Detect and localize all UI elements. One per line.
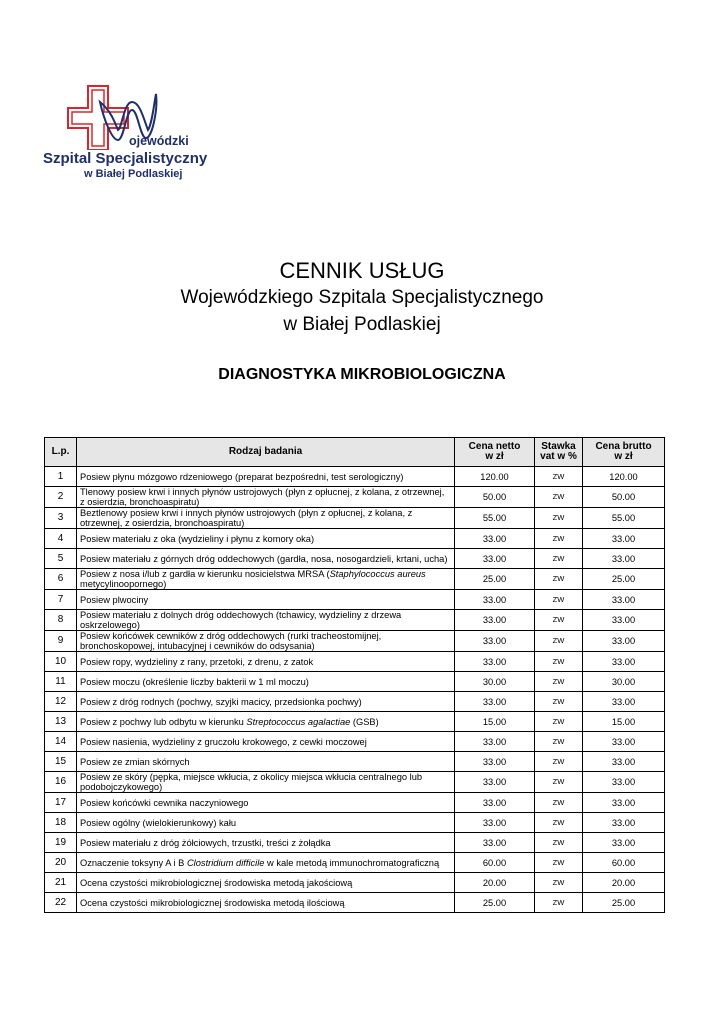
row-gross-price: 25.00 (583, 569, 665, 590)
row-gross-price: 33.00 (583, 590, 665, 610)
table-row (45, 467, 665, 487)
row-name: Beztlenowy posiew krwi i innych płynów ustrojowych (płyn z opłucnej, z kolana, z otrzewnej, z osierdzia, bronchoaspiratu) (77, 508, 455, 529)
row-name: Posiew ze skóry (pępka, miejsce wkłucia, z okolicy miejsca wkłucia centralnego lub podobojczykowego) (77, 772, 455, 793)
row-vat-rate: ZW (535, 529, 583, 549)
table-row (45, 853, 665, 873)
row-lp: 1 (45, 467, 77, 487)
row-net-price: 33.00 (455, 549, 535, 569)
row-gross-price: 33.00 (583, 652, 665, 672)
row-name (77, 569, 455, 590)
row-net-price: 25.00 (455, 893, 535, 913)
row-gross-price: 30.00 (583, 672, 665, 692)
row-vat-rate: ZW (535, 631, 583, 652)
row-vat-rate: ZW (535, 813, 583, 833)
row-name: Posiew ropy, wydzieliny z rany, przetoki, z drenu, z zatok (77, 652, 455, 672)
row-gross-price: 55.00 (583, 508, 665, 529)
row-gross-price: 120.00 (583, 467, 665, 487)
row-gross-price: 33.00 (583, 631, 665, 652)
row-gross-price: 50.00 (583, 487, 665, 508)
header-name: Rodzaj badania (77, 438, 455, 467)
row-lp: 19 (45, 833, 77, 853)
row-net-price: 33.00 (455, 793, 535, 813)
row-lp: 4 (45, 529, 77, 549)
row-lp: 10 (45, 652, 77, 672)
row-lp: 16 (45, 772, 77, 793)
row-gross-price: 20.00 (583, 873, 665, 893)
page-subtitle-2: w Białej Podlaskiej (283, 314, 441, 335)
row-lp: 21 (45, 873, 77, 893)
row-lp: 6 (45, 569, 77, 590)
row-lp: 8 (45, 610, 77, 631)
header-gross-line1: Cena brutto (595, 441, 652, 452)
table-body (45, 467, 665, 913)
table-row (45, 712, 665, 732)
row-name: Ocena czystości mikrobiologicznej środowiska metodą ilościową (77, 893, 455, 913)
row-name-text: Posiew z pochwy lub odbytu w kierunku (80, 716, 247, 727)
section-title: DIAGNOSTYKA MIKROBIOLOGICZNA (218, 366, 506, 383)
row-vat-rate: ZW (535, 853, 583, 873)
table-header-row (45, 438, 665, 467)
table-row (45, 652, 665, 672)
table-row (45, 893, 665, 913)
row-name: Posiew materiału z dolnych dróg oddechowych (tchawicy, wydzieliny z drzewa oskrzelowego) (77, 610, 455, 631)
table-row (45, 672, 665, 692)
row-vat-rate: ZW (535, 652, 583, 672)
row-name-text: Oznaczenie toksyny A i B (80, 857, 187, 868)
row-lp: 9 (45, 631, 77, 652)
price-table (44, 437, 665, 913)
table-row (45, 752, 665, 772)
row-name-species: Clostridium difficile (186, 857, 265, 868)
row-vat-rate: ZW (535, 672, 583, 692)
row-lp: 22 (45, 893, 77, 913)
row-lp: 17 (45, 793, 77, 813)
row-vat-rate: ZW (535, 752, 583, 772)
row-net-price: 33.00 (455, 813, 535, 833)
row-gross-price: 15.00 (583, 712, 665, 732)
header-vat (535, 438, 583, 467)
header-net-line1: Cena netto (468, 441, 521, 452)
row-net-price: 20.00 (455, 873, 535, 893)
row-net-price: 50.00 (455, 487, 535, 508)
header-lp: L.p. (45, 438, 77, 467)
row-net-price: 60.00 (455, 853, 535, 873)
table-row (45, 590, 665, 610)
row-vat-rate: ZW (535, 772, 583, 793)
row-name (77, 853, 455, 873)
table-row (45, 813, 665, 833)
logo-line-3: w Białej Podlaskiej (84, 168, 183, 180)
header-gross (583, 438, 665, 467)
row-net-price: 33.00 (455, 732, 535, 752)
row-net-price: 30.00 (455, 672, 535, 692)
row-vat-rate: ZW (535, 467, 583, 487)
page-title: CENNIK USŁUG (279, 258, 445, 283)
row-net-price: 33.00 (455, 772, 535, 793)
row-vat-rate: ZW (535, 569, 583, 590)
row-gross-price: 33.00 (583, 752, 665, 772)
table-row (45, 772, 665, 793)
row-gross-price: 33.00 (583, 772, 665, 793)
row-name: Posiew płynu mózgowo rdzeniowego (preparat bezpośredni, test serologiczny) (77, 467, 455, 487)
row-vat-rate: ZW (535, 873, 583, 893)
row-gross-price: 33.00 (583, 610, 665, 631)
logo-line-1: ojewódzki (129, 134, 189, 148)
row-name: Ocena czystości mikrobiologicznej środowiska metodą jakościową (77, 873, 455, 893)
row-name-text: Posiew z nosa i/lub z gardła w kierunku nosicielstwa MRSA ( (80, 569, 330, 579)
row-lp: 20 (45, 853, 77, 873)
row-gross-price: 33.00 (583, 692, 665, 712)
row-name-text: (GSB) (350, 716, 379, 727)
row-net-price: 33.00 (455, 752, 535, 772)
table-row (45, 610, 665, 631)
row-gross-price: 33.00 (583, 732, 665, 752)
row-vat-rate: ZW (535, 732, 583, 752)
row-lp: 13 (45, 712, 77, 732)
row-vat-rate: ZW (535, 712, 583, 732)
row-gross-price: 33.00 (583, 793, 665, 813)
header-vat-line1: Stawka (541, 441, 576, 452)
row-name-text: metycylinoopornego) (80, 579, 167, 589)
row-name: Posiew końcówki cewnika naczyniowego (77, 793, 455, 813)
row-name-species: Staphylococcus aureus (329, 569, 426, 579)
row-name-text: w kale metodą immunochromatograficzną (264, 857, 440, 868)
row-vat-rate: ZW (535, 487, 583, 508)
table-row (45, 549, 665, 569)
row-name: Tlenowy posiew krwi i innych płynów ustrojowych (płyn z opłucnej, z kolana, z otrzewnej, z osierdzia, bronchoaspiratu) (77, 487, 455, 508)
row-gross-price: 33.00 (583, 833, 665, 853)
row-gross-price: 33.00 (583, 529, 665, 549)
row-net-price: 120.00 (455, 467, 535, 487)
row-gross-price: 25.00 (583, 893, 665, 913)
hospital-logo (40, 80, 230, 190)
table-row (45, 631, 665, 652)
table-row (45, 873, 665, 893)
row-net-price: 33.00 (455, 692, 535, 712)
row-lp: 18 (45, 813, 77, 833)
row-vat-rate: ZW (535, 793, 583, 813)
row-net-price: 33.00 (455, 610, 535, 631)
row-name: Posiew ogólny (wielokierunkowy) kału (77, 813, 455, 833)
row-name: Posiew ze zmian skórnych (77, 752, 455, 772)
row-lp: 3 (45, 508, 77, 529)
row-name: Posiew moczu (określenie liczby bakterii w 1 ml moczu) (77, 672, 455, 692)
row-vat-rate: ZW (535, 893, 583, 913)
row-net-price: 33.00 (455, 833, 535, 853)
row-gross-price: 60.00 (583, 853, 665, 873)
row-name: Posiew z dróg rodnych (pochwy, szyjki macicy, przedsionka pochwy) (77, 692, 455, 712)
table-row (45, 692, 665, 712)
table-row (45, 487, 665, 508)
row-lp: 12 (45, 692, 77, 712)
row-name: Posiew końcówek cewników z dróg oddechowych (rurki tracheostomijnej, bronchoskopowej, intubacyjnej i cewników do odsysania) (77, 631, 455, 652)
row-name: Posiew nasienia, wydzieliny z gruczołu krokowego, z cewki moczowej (77, 732, 455, 752)
row-lp: 7 (45, 590, 77, 610)
row-vat-rate: ZW (535, 590, 583, 610)
row-lp: 15 (45, 752, 77, 772)
logo-line-2: Szpital Specjalistyczny (43, 150, 208, 167)
row-name: Posiew plwociny (77, 590, 455, 610)
row-lp: 11 (45, 672, 77, 692)
row-name: Posiew materiału z oka (wydzieliny i płynu z komory oka) (77, 529, 455, 549)
row-vat-rate: ZW (535, 508, 583, 529)
row-net-price: 33.00 (455, 652, 535, 672)
row-name (77, 712, 455, 732)
row-lp: 2 (45, 487, 77, 508)
row-name: Posiew materiału z górnych dróg oddechowych (gardła, nosa, nosogardzieli, krtani, ucha) (77, 549, 455, 569)
row-net-price: 15.00 (455, 712, 535, 732)
row-gross-price: 33.00 (583, 813, 665, 833)
row-net-price: 55.00 (455, 508, 535, 529)
row-net-price: 25.00 (455, 569, 535, 590)
table-row (45, 793, 665, 813)
header-gross-line2: w zł (614, 451, 633, 462)
row-vat-rate: ZW (535, 692, 583, 712)
table-row (45, 732, 665, 752)
header-net (455, 438, 535, 467)
row-name-species: Streptococcus agalactiae (246, 716, 351, 727)
row-lp: 5 (45, 549, 77, 569)
row-name: Posiew materiału z dróg żółciowych, trzustki, treści z żołądka (77, 833, 455, 853)
row-net-price: 33.00 (455, 529, 535, 549)
row-vat-rate: ZW (535, 833, 583, 853)
row-gross-price: 33.00 (583, 549, 665, 569)
header-net-line2: w zł (485, 451, 504, 462)
table-row (45, 833, 665, 853)
table-row (45, 569, 665, 590)
table-row (45, 508, 665, 529)
page-subtitle-1: Wojewódzkiego Szpitala Specjalistycznego (180, 287, 544, 308)
header-vat-line2: vat w % (540, 451, 577, 462)
row-lp: 14 (45, 732, 77, 752)
row-net-price: 33.00 (455, 631, 535, 652)
row-vat-rate: ZW (535, 549, 583, 569)
table-row (45, 529, 665, 549)
row-vat-rate: ZW (535, 610, 583, 631)
row-net-price: 33.00 (455, 590, 535, 610)
